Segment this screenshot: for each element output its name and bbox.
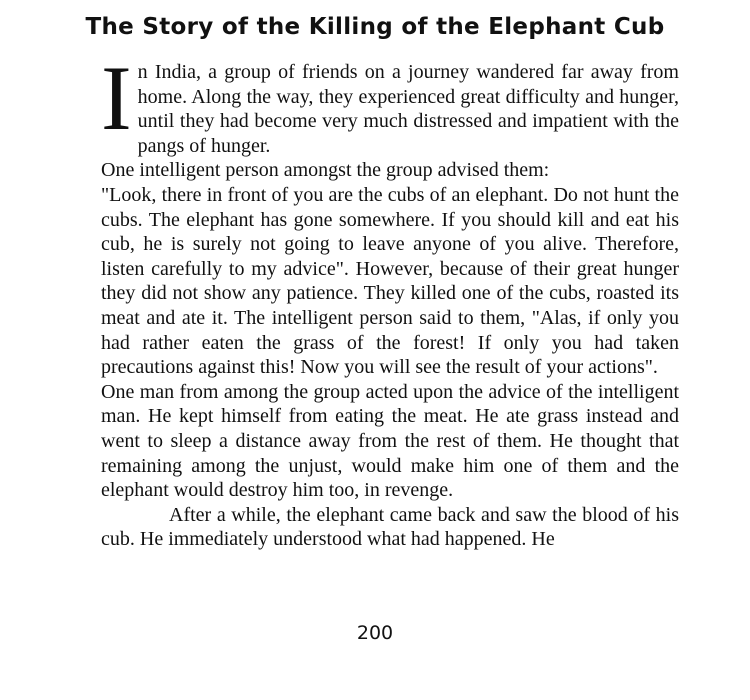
paragraph-1-text: n India, a group of friends on a journey wandered far away from home. Along the way, they experienced great difficulty and hunger, until they had become very much distressed and impatient with the pangs of hunger.: [137, 61, 679, 157]
paragraph-4: One man from among the group acted upon the advice of the intelligent man. He kept himself from eating the meat. He ate grass instead and went to sleep a distance away from the rest of them. He thought that remaining among the unjust, would make him one of them and the elephant would destroy him too, in revenge.: [101, 380, 679, 502]
page-number: 200: [356, 622, 394, 644]
drop-cap: I: [101, 47, 132, 149]
page-title: The Story of the Killing of the Elephant Cub: [85, 14, 665, 40]
paragraph-5: After a while, the elephant came back and saw the blood of his cub. He immediately understood what had happened. He: [101, 503, 679, 551]
paragraph-2: One intelligent person amongst the group advised them:: [101, 159, 550, 182]
story-body: [101, 47, 679, 552]
paragraph-1: [101, 47, 679, 158]
paragraph-3: "Look, there in front of you are the cubs of an elephant. Do not hunt the cubs. The elephant has gone somewhere. If you should kill and eat his cub, he is surely not going to leave anyone of you alive. Therefore, listen carefully to my advice". However, because of their great hunger they did not show any patience. They killed one of the cubs, roasted its meat and ate it. The intelligent person said to them, "Alas, if only you had rather eaten the grass of the forest! If only you had taken precautions against this! Now you will see the result of your actions".: [101, 183, 679, 379]
